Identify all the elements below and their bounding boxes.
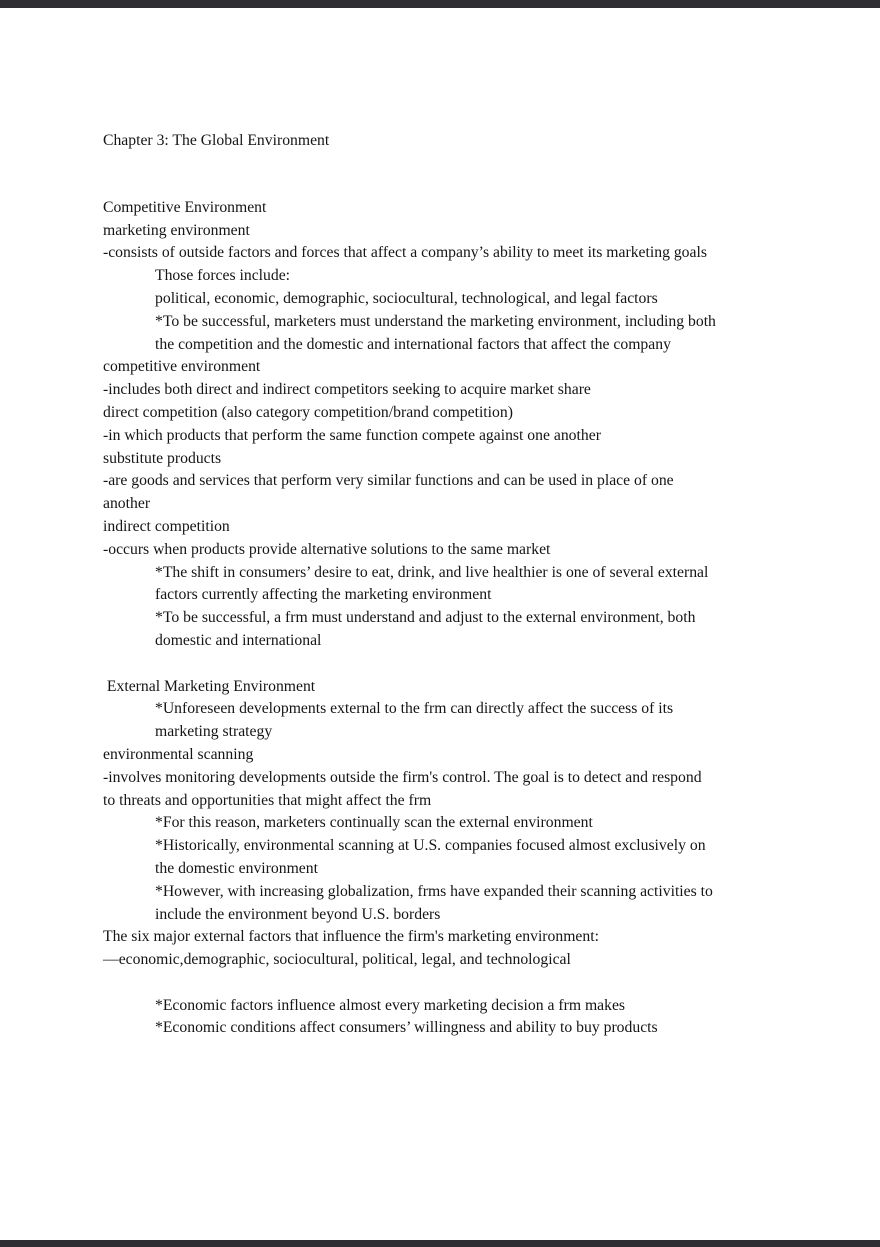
text-line: -involves monitoring developments outside the firm's control. The goal is to detect and respond — [103, 768, 702, 786]
viewer-edge-top — [0, 0, 880, 8]
text-line: direct competition (also category competition/brand competition) — [103, 403, 513, 421]
document-title: Chapter 3: The Global Environment — [103, 132, 330, 149]
text-line: *To be successful, a frm must understand and adjust to the external environment, both — [155, 609, 696, 627]
blank-line — [103, 972, 840, 995]
text-line: *Economic conditions affect consumers’ willingness and ability to buy products — [155, 1019, 658, 1037]
text-line: —economic,demographic, sociocultural, political, legal, and technological — [103, 951, 571, 969]
viewer-edge-bottom — [0, 1240, 880, 1247]
text-line: to threats and opportunities that might affect the frm — [103, 791, 432, 809]
blank-line — [103, 653, 840, 676]
text-line: the domestic environment — [155, 859, 318, 877]
text-line: -are goods and services that perform very similar functions and can be used in place of one — [103, 472, 674, 490]
text-line: substitute products — [103, 449, 222, 467]
text-line: include the environment beyond U.S. borders — [155, 905, 441, 923]
text-line: *The shift in consumers’ desire to eat, drink, and live healthier is one of several external — [155, 563, 709, 581]
text-line: marketing strategy — [155, 723, 273, 741]
text-line: The six major external factors that influence the firm's marketing environment: — [103, 928, 599, 946]
text-line: External Marketing Environment — [103, 677, 316, 695]
text-line: factors currently affecting the marketing environment — [155, 586, 492, 604]
text-line: -occurs when products provide alternative solutions to the same market — [103, 540, 551, 558]
document-lines — [103, 197, 840, 1040]
text-line: -includes both direct and indirect competitors seeking to acquire market share — [103, 381, 591, 399]
text-line: marketing environment — [103, 221, 250, 239]
text-line: *Unforeseen developments external to the frm can directly affect the success of its — [155, 700, 674, 718]
text-line: indirect competition — [103, 517, 230, 535]
text-line: *However, with increasing globalization, frms have expanded their scanning activities to — [155, 882, 713, 900]
text-line: Competitive Environment — [103, 198, 267, 216]
text-line: Those forces include: — [155, 267, 291, 285]
text-line: *To be successful, marketers must understand the marketing environment, including both — [155, 312, 716, 330]
text-line: the competition and the domestic and international factors that affect the company — [155, 335, 671, 353]
text-line: *For this reason, marketers continually scan the external environment — [155, 814, 593, 832]
text-line: another — [103, 495, 151, 513]
text-line: -in which products that perform the same function compete against one another — [103, 426, 601, 444]
text-line: domestic and international — [155, 631, 322, 649]
text-line: competitive environment — [103, 358, 261, 376]
text-line: *Historically, environmental scanning at U.S. companies focused almost exclusively on — [155, 837, 706, 855]
text-line: *Economic factors influence almost every marketing decision a frm makes — [155, 996, 626, 1014]
text-line: environmental scanning — [103, 745, 254, 763]
text-line: political, economic, demographic, sociocultural, technological, and legal factors — [155, 289, 658, 307]
text-line: -consists of outside factors and forces that affect a company’s ability to meet its marketing goals — [103, 244, 707, 262]
